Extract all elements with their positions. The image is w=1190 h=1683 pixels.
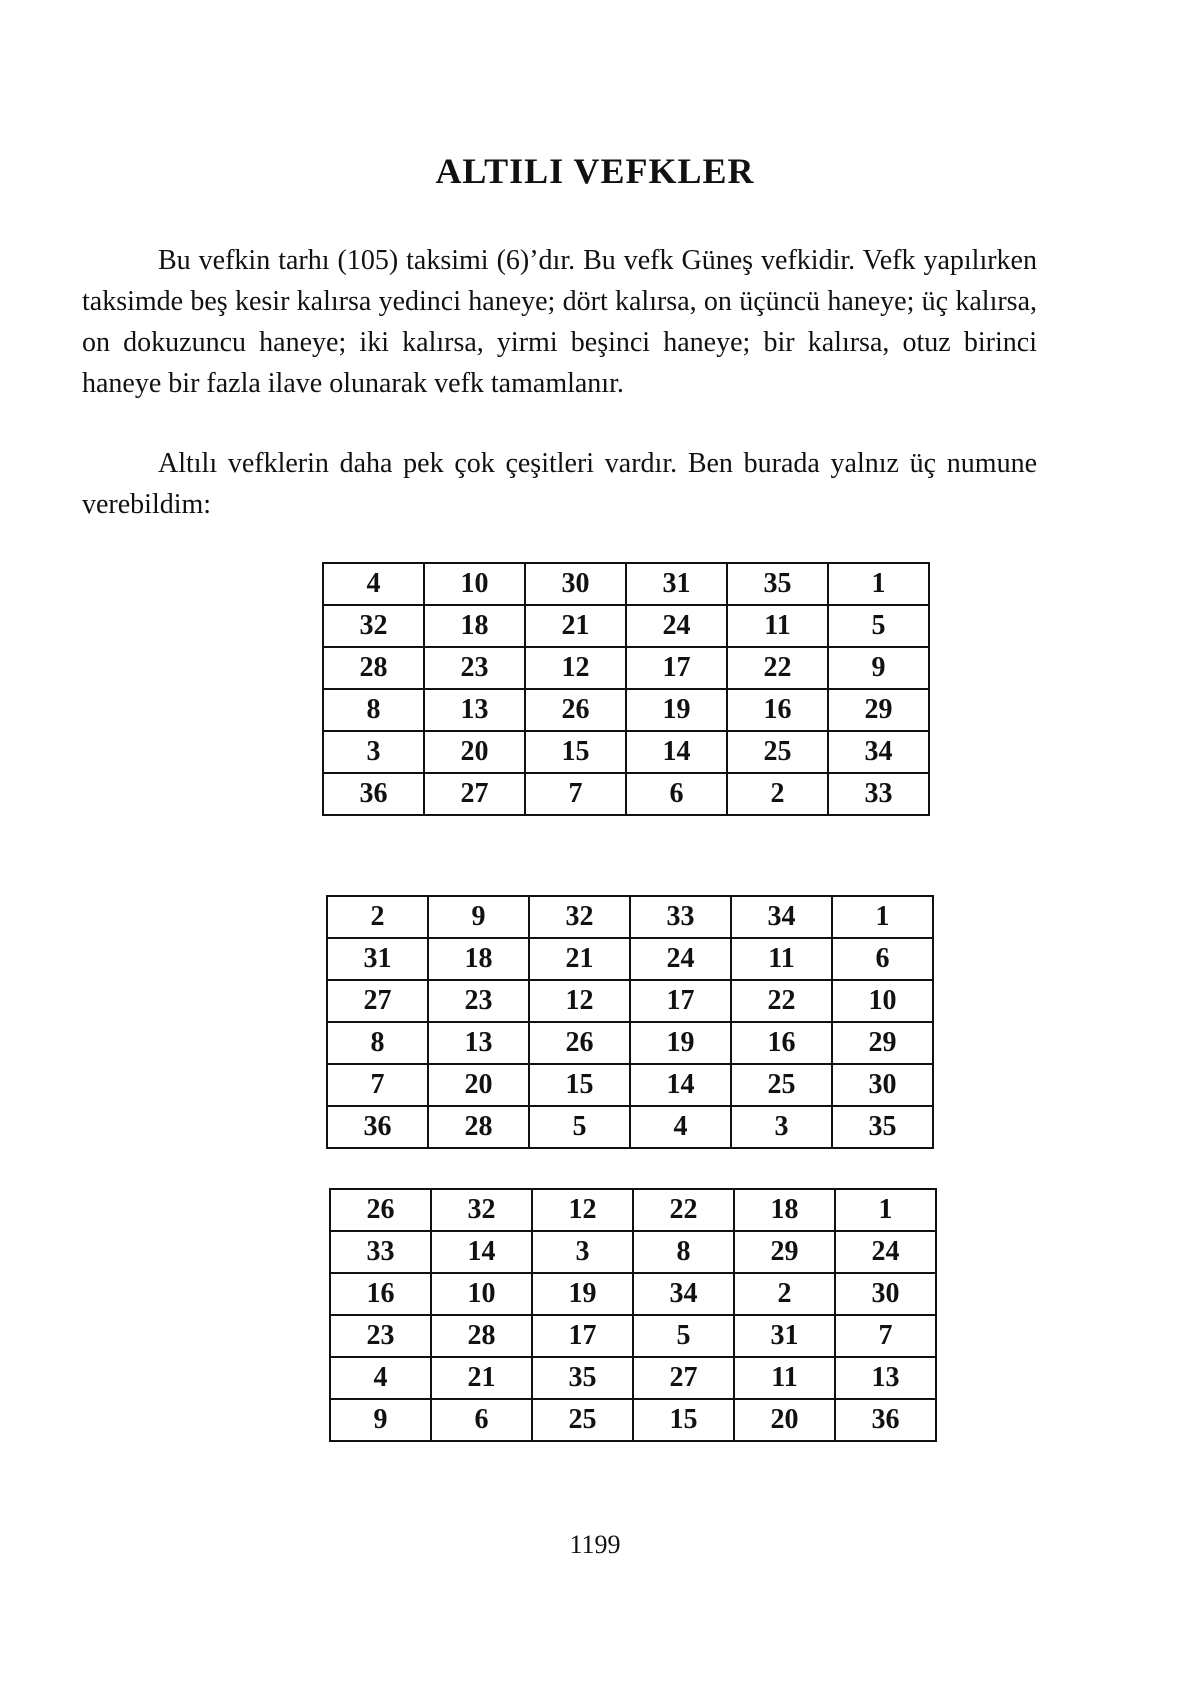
- table-cell: 36: [327, 1106, 428, 1148]
- table-cell: 19: [630, 1022, 731, 1064]
- table-cell: 4: [630, 1106, 731, 1148]
- table-row: [323, 563, 929, 605]
- table-cell: 11: [727, 605, 828, 647]
- table-cell: 12: [532, 1189, 633, 1231]
- table-cell: 6: [431, 1399, 532, 1441]
- table-cell: 31: [327, 938, 428, 980]
- table-cell: 13: [835, 1357, 936, 1399]
- table-cell: 16: [727, 689, 828, 731]
- table-cell: 29: [832, 1022, 933, 1064]
- table-cell: 35: [727, 563, 828, 605]
- table-row: [323, 605, 929, 647]
- table-cell: 9: [828, 647, 929, 689]
- table-cell: 10: [431, 1273, 532, 1315]
- table-cell: 3: [731, 1106, 832, 1148]
- table-cell: 10: [832, 980, 933, 1022]
- table-cell: 7: [525, 773, 626, 815]
- magic-square-3: [329, 1188, 937, 1442]
- table-row: [327, 896, 933, 938]
- table-cell: 2: [727, 773, 828, 815]
- table-cell: 32: [431, 1189, 532, 1231]
- table-row: [323, 773, 929, 815]
- table-cell: 1: [835, 1189, 936, 1231]
- table-row: [323, 731, 929, 773]
- table-cell: 27: [633, 1357, 734, 1399]
- table-cell: 29: [734, 1231, 835, 1273]
- table-cell: 22: [727, 647, 828, 689]
- table-row: [327, 1064, 933, 1106]
- table-cell: 9: [428, 896, 529, 938]
- table-cell: 30: [525, 563, 626, 605]
- table-row: [330, 1315, 936, 1357]
- table-cell: 20: [734, 1399, 835, 1441]
- table-cell: 13: [428, 1022, 529, 1064]
- table-cell: 34: [633, 1273, 734, 1315]
- table-cell: 25: [731, 1064, 832, 1106]
- table-cell: 28: [431, 1315, 532, 1357]
- table-row: [327, 1022, 933, 1064]
- table-cell: 30: [832, 1064, 933, 1106]
- table-cell: 16: [731, 1022, 832, 1064]
- table-cell: 26: [330, 1189, 431, 1231]
- table-row: [330, 1399, 936, 1441]
- table-cell: 35: [532, 1357, 633, 1399]
- table-cell: 23: [424, 647, 525, 689]
- table-cell: 3: [323, 731, 424, 773]
- table-cell: 8: [323, 689, 424, 731]
- paragraph-samples: Altılı vefklerin daha pek çok çeşitleri vardır. Ben burada yalnız üç numune verebildim:: [82, 448, 1037, 520]
- table-cell: 5: [828, 605, 929, 647]
- table-row: [330, 1273, 936, 1315]
- table-cell: 18: [734, 1189, 835, 1231]
- table-cell: 18: [424, 605, 525, 647]
- table-cell: 26: [525, 689, 626, 731]
- table-cell: 15: [633, 1399, 734, 1441]
- table-cell: 9: [330, 1399, 431, 1441]
- table-cell: 10: [424, 563, 525, 605]
- table-cell: 14: [630, 1064, 731, 1106]
- paragraph-intro: Bu vefkin tarhı (105) taksimi (6)’dır. Bu vefk Güneş vefkidir. Vefk yapılırken taksimde beş kesir kalırsa yedinci haneye; dört kalırsa, on üçüncü haneye; üç kalırsa, on dokuzuncu haneye; iki kalırsa, yirmi beşinci haneye; bir kalırsa, otuz birinci haneye bir fazla ilave olunarak vefk tamamlanır.: [82, 245, 1037, 399]
- table-cell: 3: [532, 1231, 633, 1273]
- table-cell: 21: [431, 1357, 532, 1399]
- table-cell: 31: [626, 563, 727, 605]
- table-row: [330, 1231, 936, 1273]
- table-cell: 6: [626, 773, 727, 815]
- table-cell: 11: [731, 938, 832, 980]
- table-cell: 33: [828, 773, 929, 815]
- table-cell: 24: [630, 938, 731, 980]
- table-cell: 35: [832, 1106, 933, 1148]
- magic-square-2: [326, 895, 934, 1149]
- table-cell: 1: [828, 563, 929, 605]
- table-cell: 20: [424, 731, 525, 773]
- table-cell: 12: [525, 647, 626, 689]
- table-cell: 11: [734, 1357, 835, 1399]
- table-cell: 17: [626, 647, 727, 689]
- table-cell: 15: [529, 1064, 630, 1106]
- table-cell: 22: [633, 1189, 734, 1231]
- table-cell: 16: [330, 1273, 431, 1315]
- table-cell: 33: [630, 896, 731, 938]
- table-cell: 26: [529, 1022, 630, 1064]
- table-row: [323, 647, 929, 689]
- table-cell: 8: [327, 1022, 428, 1064]
- table-cell: 15: [525, 731, 626, 773]
- table-cell: 36: [835, 1399, 936, 1441]
- table-row: [323, 689, 929, 731]
- table-cell: 28: [323, 647, 424, 689]
- table-cell: 32: [323, 605, 424, 647]
- table-cell: 7: [327, 1064, 428, 1106]
- table-cell: 25: [532, 1399, 633, 1441]
- table-cell: 21: [525, 605, 626, 647]
- table-cell: 19: [532, 1273, 633, 1315]
- table-cell: 34: [828, 731, 929, 773]
- table-cell: 2: [327, 896, 428, 938]
- table-cell: 18: [428, 938, 529, 980]
- table-row: [327, 938, 933, 980]
- table-cell: 5: [529, 1106, 630, 1148]
- table-row: [327, 980, 933, 1022]
- table-row: [330, 1189, 936, 1231]
- magic-square-1: [322, 562, 930, 816]
- table-cell: 7: [835, 1315, 936, 1357]
- table-cell: 23: [428, 980, 529, 1022]
- table-cell: 32: [529, 896, 630, 938]
- table-cell: 33: [330, 1231, 431, 1273]
- table-cell: 28: [428, 1106, 529, 1148]
- table-cell: 14: [431, 1231, 532, 1273]
- table-cell: 4: [330, 1357, 431, 1399]
- table-cell: 13: [424, 689, 525, 731]
- table-cell: 24: [626, 605, 727, 647]
- page-number: 1199: [569, 1530, 621, 1559]
- table-cell: 8: [633, 1231, 734, 1273]
- table-cell: 30: [835, 1273, 936, 1315]
- table-cell: 27: [424, 773, 525, 815]
- table-cell: 27: [327, 980, 428, 1022]
- page-title: ALTILI VEFKLER: [435, 151, 755, 191]
- table-cell: 2: [734, 1273, 835, 1315]
- table-cell: 17: [630, 980, 731, 1022]
- table-cell: 5: [633, 1315, 734, 1357]
- table-cell: 20: [428, 1064, 529, 1106]
- table-cell: 24: [835, 1231, 936, 1273]
- table-row: [327, 1106, 933, 1148]
- table-cell: 19: [626, 689, 727, 731]
- table-cell: 17: [532, 1315, 633, 1357]
- table-cell: 14: [626, 731, 727, 773]
- table-cell: 31: [734, 1315, 835, 1357]
- table-cell: 29: [828, 689, 929, 731]
- table-row: [330, 1357, 936, 1399]
- table-cell: 36: [323, 773, 424, 815]
- table-cell: 4: [323, 563, 424, 605]
- table-cell: 34: [731, 896, 832, 938]
- table-cell: 25: [727, 731, 828, 773]
- table-cell: 1: [832, 896, 933, 938]
- table-cell: 23: [330, 1315, 431, 1357]
- table-cell: 6: [832, 938, 933, 980]
- table-cell: 22: [731, 980, 832, 1022]
- table-cell: 21: [529, 938, 630, 980]
- table-cell: 12: [529, 980, 630, 1022]
